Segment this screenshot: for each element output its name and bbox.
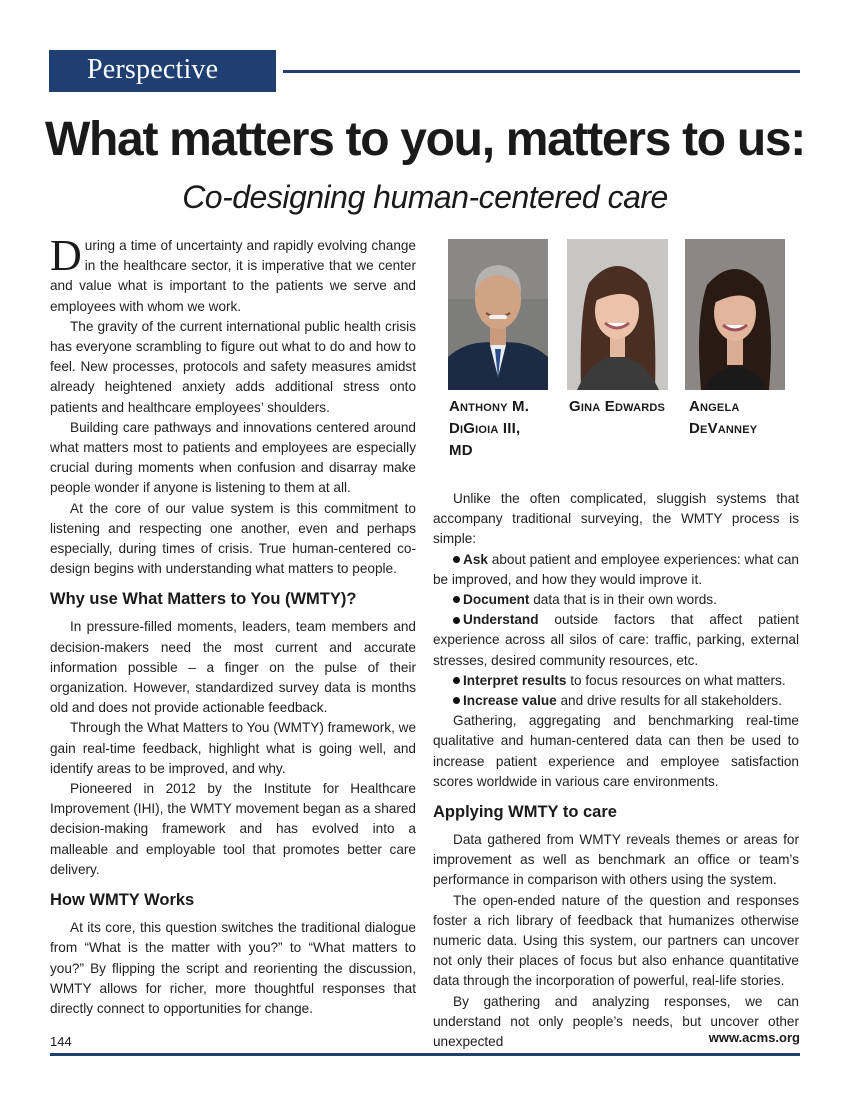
bullet-item: Interpret results to focus resources on what matters. <box>433 671 799 691</box>
bullet-item: Increase value and drive results for all stakeholders. <box>433 691 799 711</box>
paragraph: At its core, this question switches the traditional dialogue from “What is the matter with you?” to “What matters to you?” By flipping the script and reorienting the discussion, WMTY allows for richer, more thoughtful responses that directly connect to opportunities for change. <box>50 920 416 1016</box>
section-heading-how: How WMTY Works <box>50 891 195 910</box>
author-photo-angela <box>685 239 785 390</box>
footer-rule <box>50 1053 800 1056</box>
website-link[interactable]: www.acms.org <box>708 1030 800 1045</box>
section-header-bar <box>49 50 276 92</box>
paragraph: In pressure-filled moments, leaders, team members and decision-makers need the most current and accurate information possible – a finger on the pulse of their organization. However, standardized survey data is months old and does not provide actionable feedback. <box>50 619 416 716</box>
bullet-item: Understand outside factors that affect patient experience across all silos of care: traffic, parking, external stresses, desired community resources, etc. <box>433 612 799 668</box>
author-name-angela: Angela DeVanney <box>689 398 758 437</box>
bullet-icon <box>453 556 460 563</box>
bullet-item: Ask about patient and employee experiences: what can be improved, and how they would improve it. <box>433 551 799 587</box>
paragraph: The open-ended nature of the question and responses foster a rich library of feedback that humanizes otherwise numeric data. Using this system, our partners can uncover not only their places of focus but also enhance quantitative data through the incorporation of powerful, real-life stories. <box>433 892 799 989</box>
article-title: What matters to you, matters to us: <box>45 113 805 166</box>
right-column <box>433 489 799 1052</box>
paragraph: By gathering and analyzing responses, we can understand not only people’s needs, but uncover other unexpected <box>433 993 799 1050</box>
bullet-icon <box>453 617 460 624</box>
author-name-anthony: Anthony M. DiGioia III, MD <box>449 398 530 459</box>
intro-paragraph: During a time of uncertainty and rapidly evolving change in the healthcare sector, it is imperative that we center and value what is important to the patients we serve and employees with whom we work. <box>50 231 416 314</box>
header-rule <box>283 70 800 73</box>
author-photo-anthony <box>448 239 548 390</box>
paragraph: Gathering, aggregating and benchmarking real-time qualitative and human-centered data can then be used to increase patient experience and employee satisfaction scores worldwide in various care environments. <box>433 713 799 789</box>
bullet-icon <box>453 677 460 684</box>
paragraph: Pioneered in 2012 by the Institute for Healthcare Improvement (IHI), the WMTY movement began as a shared decision-making framework and has evolved into a malleable and employable tool that promotes better care delivery. <box>50 781 416 877</box>
left-column <box>50 231 417 1019</box>
page-number: 144 <box>50 1034 72 1049</box>
section-heading-why: Why use What Matters to You (WMTY)? <box>50 590 357 609</box>
article-subtitle: Co-designing human-centered care <box>182 179 668 215</box>
paragraph: Data gathered from WMTY reveals themes or areas for improvement as well as benchmark an office or team’s performance in comparison with others using the system. <box>433 832 799 888</box>
section-label: Perspective <box>87 54 219 85</box>
paragraph: Unlike the often complicated, sluggish systems that accompany traditional surveying, the WMTY process is simple: <box>433 491 799 547</box>
paragraph: Through the What Matters to You (WMTY) framework, we gain real-time feedback, highlight what is going well, and identify areas to be improved, and why. <box>50 720 417 776</box>
bullet-icon <box>453 697 460 704</box>
author-name-gina: Gina Edwards <box>569 398 666 415</box>
paragraph: At the core of our value system is this commitment to listening and respecting one another, even and perhaps especially, during times of crisis. True human-centered co-design begins with understanding what matters to people. <box>50 500 416 577</box>
bullet-icon <box>453 596 460 603</box>
bullet-item: Document data that is in their own words. <box>433 590 799 610</box>
paragraph: Building care pathways and innovations centered around what matters most to patients and employees are especially crucial during moments when confusion and disarray make people wonder if anyone is listening to them at all. <box>50 419 416 496</box>
section-heading-applying: Applying WMTY to care <box>433 803 617 822</box>
paragraph: The gravity of the current international public health crisis has everyone scrambling to figure out what to do and how to feel. New processes, protocols and safety measures amidst already heightened anxiety adds additional stress onto patients and healthcare employees’ shoulders. <box>50 318 416 415</box>
drop-cap: D <box>50 231 82 280</box>
author-photo-gina <box>567 239 668 390</box>
